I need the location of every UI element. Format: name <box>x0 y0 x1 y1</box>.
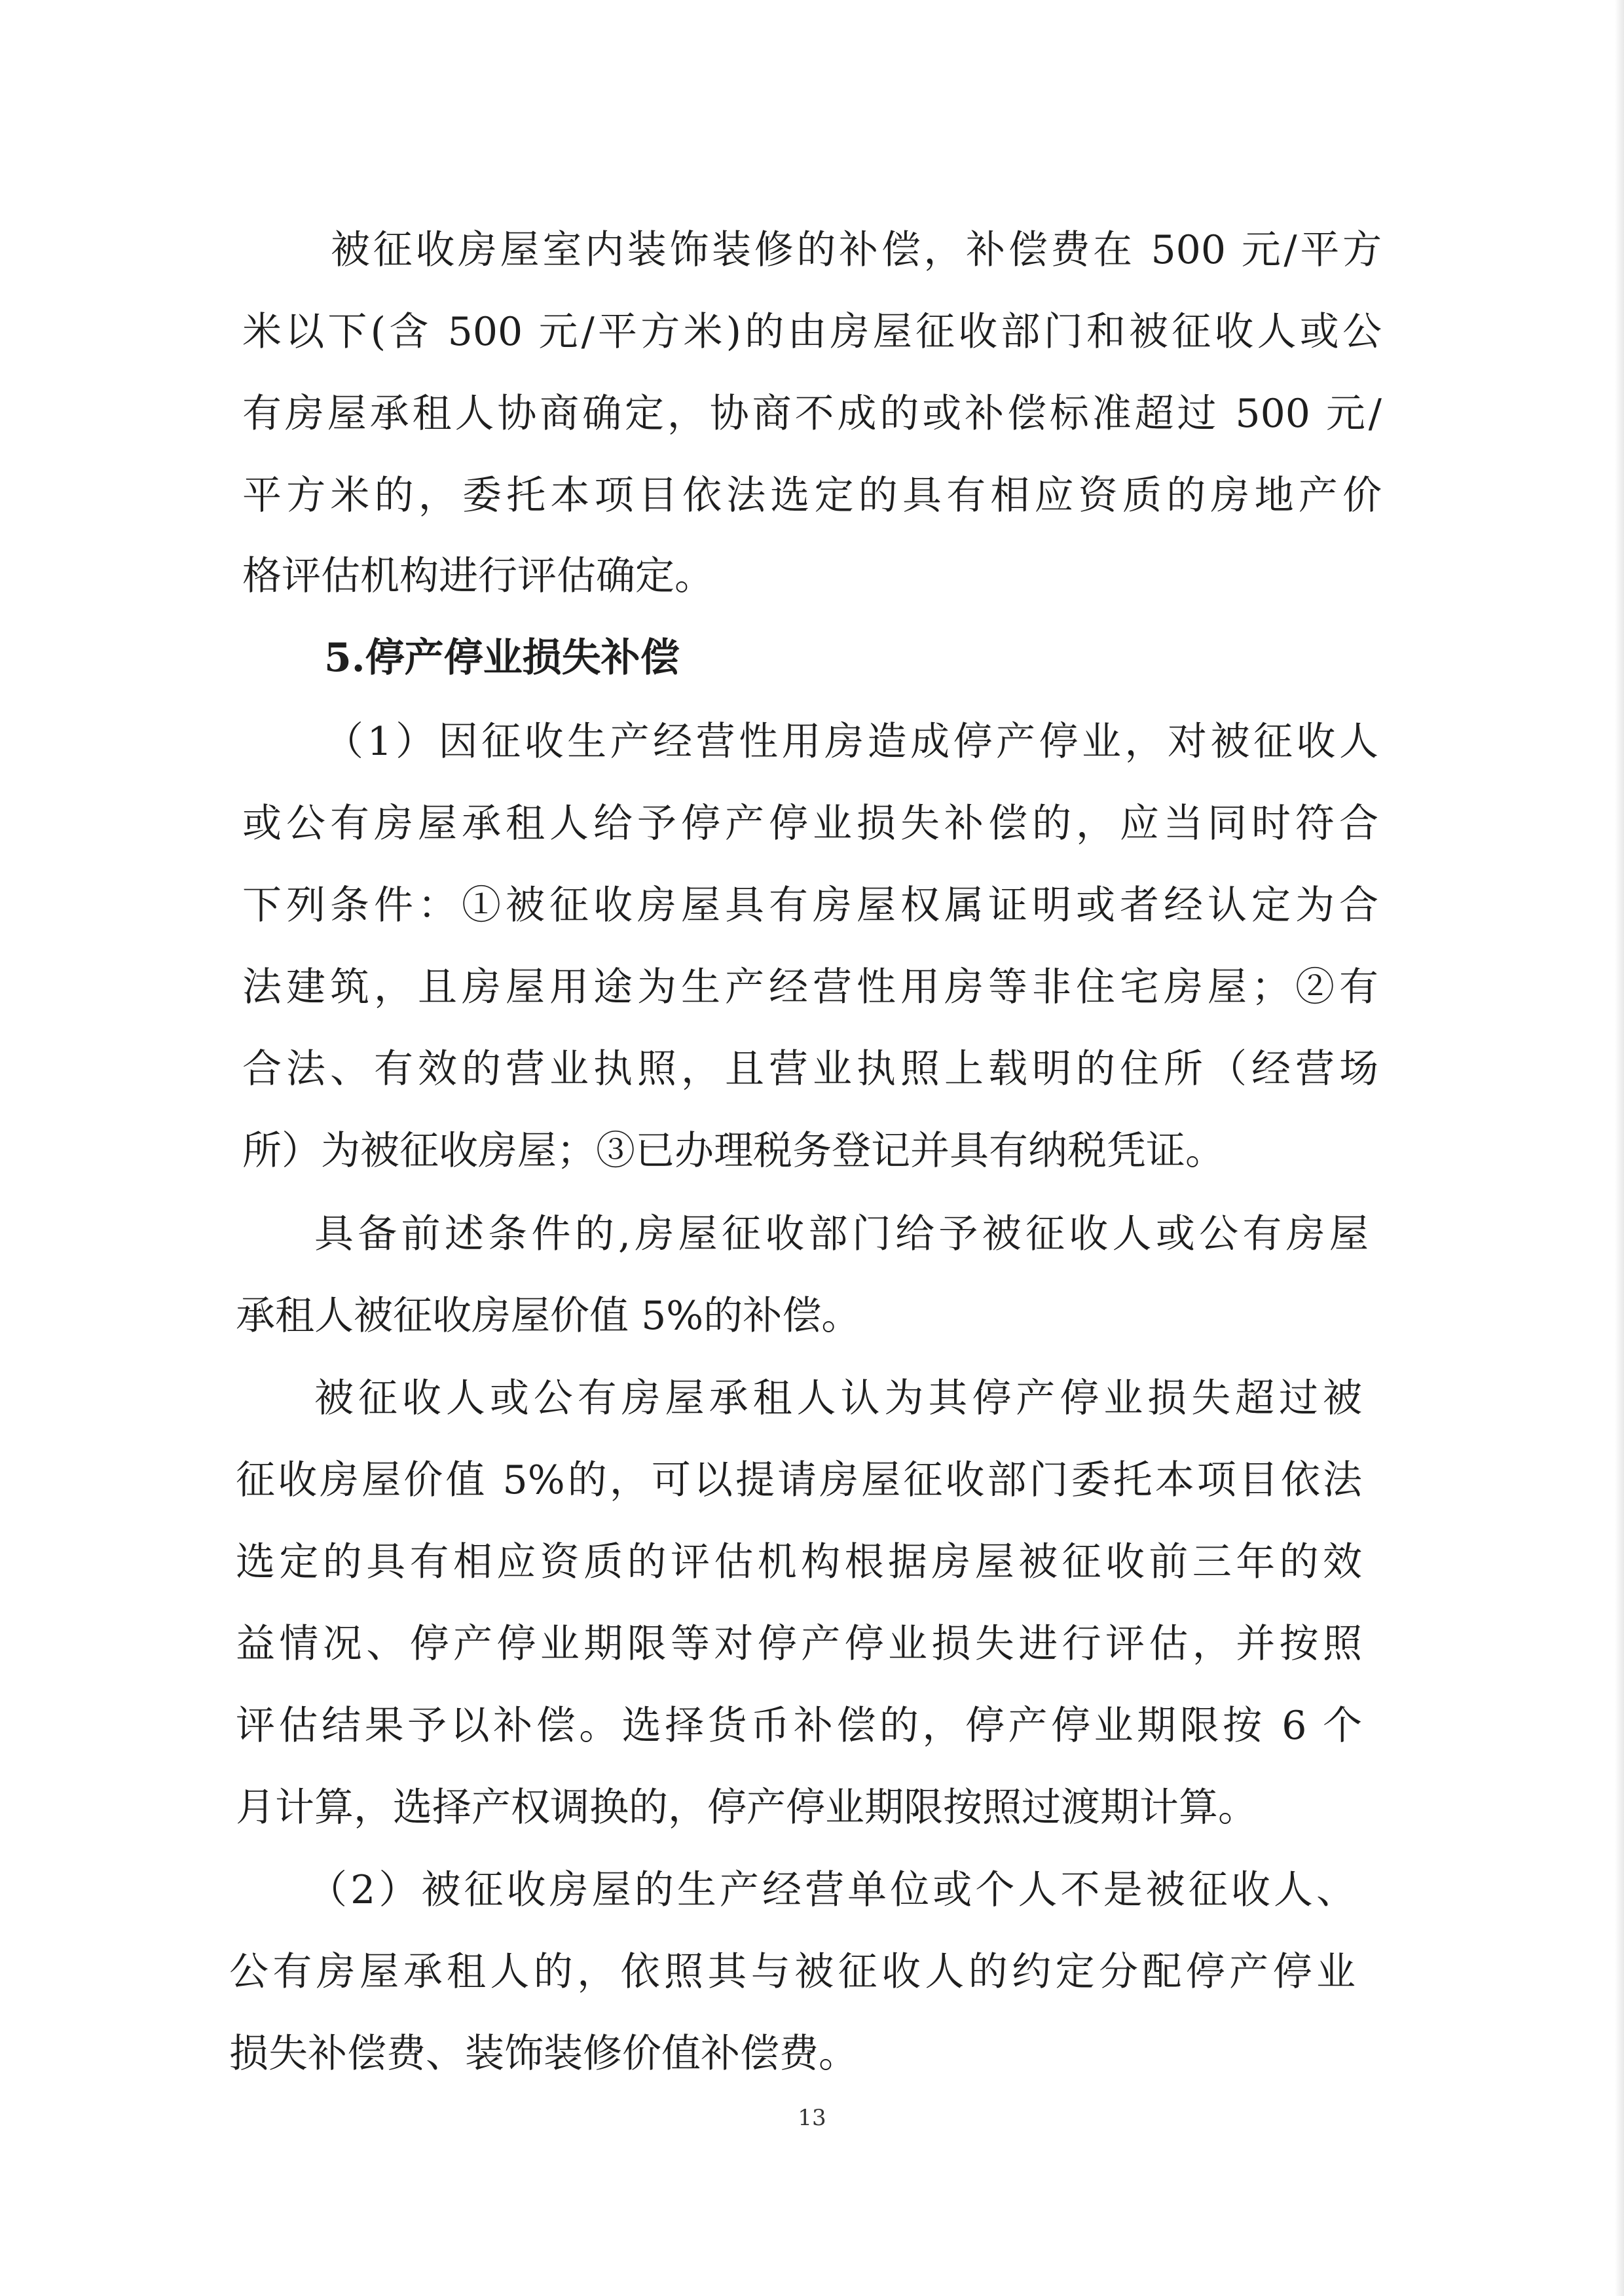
text-line: 被征收人或公有房屋承租人认为其停产停业损失超过被 <box>314 1376 1362 1421</box>
text-line: 或公有房屋承租人给予停产停业损失补偿的，应当同时符合 <box>242 801 1378 847</box>
text-line: 米以下(含 500 元/平方米)的由房屋征收部门和被征收人或公 <box>242 309 1382 355</box>
text-line: 损失补偿费、装饰装修价值补偿费。 <box>229 2031 858 2077</box>
text-line: 所）为被征收房屋；③已办理税务登记并具有纳税凭证。 <box>242 1128 1225 1174</box>
section-heading: 5.停产停业损失补偿 <box>324 635 680 681</box>
text-line: 下列条件：①被征收房屋具有房屋权属证明或者经认定为合 <box>242 883 1378 928</box>
text-line: 被征收房屋室内装饰装修的补偿，补偿费在 500 元/平方 <box>331 227 1382 273</box>
text-line: 平方米的，委托本项目依法选定的具有相应资质的房地产价 <box>242 473 1382 519</box>
scan-edge-shadow <box>1615 0 1624 2296</box>
text-line: 选定的具有相应资质的评估机构根据房屋被征收前三年的效 <box>236 1539 1362 1585</box>
text-line: 益情况、停产停业期限等对停产停业损失进行评估，并按照 <box>236 1621 1362 1667</box>
text-line: （1）因征收生产经营性用房造成停产停业，对被征收人 <box>324 719 1378 765</box>
text-line: 合法、有效的营业执照，且营业执照上载明的住所（经营场 <box>242 1046 1378 1092</box>
text-line: 征收房屋价值 5%的，可以提请房屋征收部门委托本项目依法 <box>236 1457 1362 1503</box>
text-line: 法建筑，且房屋用途为生产经营性用房等非住宅房屋；②有 <box>242 964 1378 1010</box>
text-line: 公有房屋承租人的，依照其与被征收人的约定分配停产停业 <box>229 1949 1356 1995</box>
text-line: 具备前述条件的,房屋征收部门给予被征收人或公有房屋 <box>314 1211 1369 1257</box>
text-line: 承租人被征收房屋价值 5%的补偿。 <box>236 1293 861 1339</box>
text-line: 评估结果予以补偿。选择货币补偿的，停产停业期限按 6 个 <box>236 1703 1362 1749</box>
text-line: 月计算，选择产权调换的，停产停业期限按照过渡期计算。 <box>236 1785 1257 1831</box>
text-line: （2）被征收房屋的生产经营单位或个人不是被征收人、 <box>308 1867 1356 1913</box>
text-line: 有房屋承租人协商确定，协商不成的或补偿标准超过 500 元/ <box>242 391 1382 437</box>
page-number: 13 <box>798 2105 826 2131</box>
text-line: 格评估机构进行评估确定。 <box>242 553 714 599</box>
